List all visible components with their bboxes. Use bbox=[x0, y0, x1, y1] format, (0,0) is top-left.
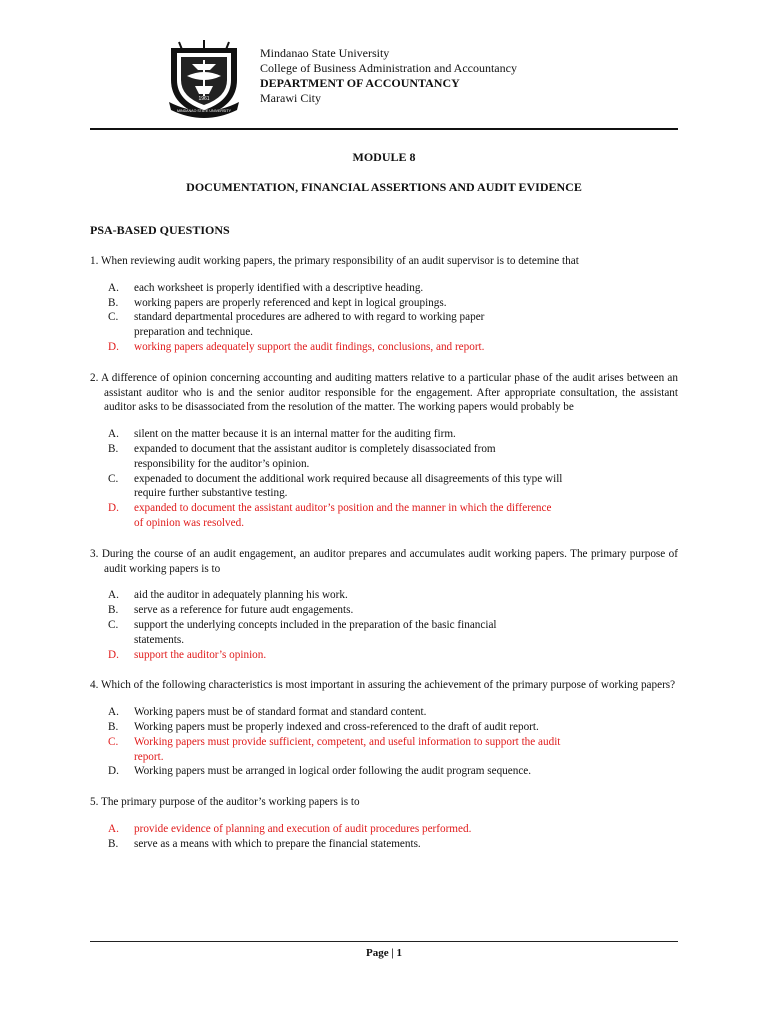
choices bbox=[90, 822, 678, 852]
choice-b: B. working papers are properly referenced and kept in logical groupings. bbox=[108, 296, 447, 309]
choice-a: A. Working papers must be of standard format and standard content. bbox=[108, 706, 427, 719]
header-divider bbox=[90, 128, 678, 130]
question-text: 1. When reviewing audit working papers, the primary responsibility of an audit supervisor is to detemine that bbox=[90, 255, 579, 267]
document-header bbox=[0, 0, 768, 130]
module-title: MODULE 8 bbox=[352, 150, 416, 164]
university-name: Mindanao State University bbox=[260, 46, 390, 60]
svg-text:MINDANAO STATE UNIVERSITY: MINDANAO STATE UNIVERSITY bbox=[177, 109, 231, 113]
choice-b: B. expanded to document that the assistant auditor is completely disassociated from responsibility for the auditor’s opinion. bbox=[108, 442, 496, 470]
module-topic: DOCUMENTATION, FINANCIAL ASSERTIONS AND AUDIT EVIDENCE bbox=[186, 180, 582, 194]
choice-d-correct: D. expanded to document the assistant auditor’s position and the manner in which the difference of opinion was resolved. bbox=[108, 502, 552, 529]
choice-a: A. silent on the matter because it is an internal matter for the auditing firm. bbox=[108, 428, 456, 441]
college-name: College of Business Administration and Accountancy bbox=[260, 61, 517, 75]
institution-block bbox=[260, 46, 517, 106]
choices bbox=[90, 588, 678, 662]
page-number: Page | 1 bbox=[365, 947, 403, 959]
footer-divider bbox=[90, 941, 678, 942]
choice-b: B. serve as a reference for future audt engagements. bbox=[108, 604, 354, 617]
choice-b: B. Working papers must be properly indexed and cross-referenced to the draft of audit report. bbox=[108, 720, 539, 733]
choice-c: C. support the underlying concepts included in the preparation of the basic financial statements. bbox=[108, 618, 497, 646]
question-text: 3. During the course of an audit engagement, an auditor prepares and accumulates audit working papers. The primary purpose of audit working papers is to bbox=[90, 547, 678, 575]
choice-c-correct: C. Working papers must provide sufficient, competent, and useful information to support the audit report. bbox=[108, 735, 561, 763]
question-5 bbox=[90, 795, 678, 851]
svg-text:1961: 1961 bbox=[198, 96, 210, 102]
choice-a: A. aid the auditor in adequately planning his work. bbox=[108, 589, 348, 602]
department-name: DEPARTMENT OF ACCOUNTANCY bbox=[260, 76, 460, 90]
question-4 bbox=[90, 678, 678, 779]
choice-c: C. expenaded to document the additional work required because all disagreements of this type will require further substantive testing. bbox=[108, 472, 563, 500]
choice-c: C. standard departmental procedures are adhered to with regard to working paper preparation and technique. bbox=[108, 311, 485, 339]
choice-d: D. Working papers must be arranged in logical order following the audit program sequence. bbox=[108, 765, 532, 778]
question-text: 2. A difference of opinion concerning accounting and auditing matters relative to a particular phase of the audit arises between an assistant auditor who is and the senior auditor responsible for the engagement. After appropriate consultation, the assistant auditor asks to be disassociated from the resolution of the matter. The working papers would probably be bbox=[90, 371, 678, 414]
question-2 bbox=[90, 371, 678, 531]
choice-a-correct: A. provide evidence of planning and execution of audit procedures performed. bbox=[108, 822, 472, 835]
choice-d-correct: D. working papers adequately support the audit findings, conclusions, and report. bbox=[108, 340, 485, 353]
question-3 bbox=[90, 547, 678, 663]
choice-d-correct: D. support the auditor’s opinion. bbox=[108, 648, 267, 661]
choice-b: B. serve as a means with which to prepare the financial statements. bbox=[108, 837, 421, 850]
section-heading: PSA-BASED QUESTIONS bbox=[90, 223, 230, 237]
choices bbox=[90, 281, 678, 355]
question-text: 5. The primary purpose of the auditor’s working papers is to bbox=[90, 796, 360, 809]
choices bbox=[90, 705, 678, 779]
question-text: 4. Which of the following characteristics is most important in assuring the achievement of the primary purpose of working papers? bbox=[90, 679, 676, 692]
choices bbox=[90, 427, 678, 531]
questions-list bbox=[90, 254, 678, 868]
city-name: Marawi City bbox=[260, 91, 321, 105]
choice-a: A. each worksheet is properly identified with a descriptive heading. bbox=[108, 281, 424, 294]
question-1 bbox=[90, 254, 678, 355]
university-seal-icon bbox=[165, 40, 243, 118]
